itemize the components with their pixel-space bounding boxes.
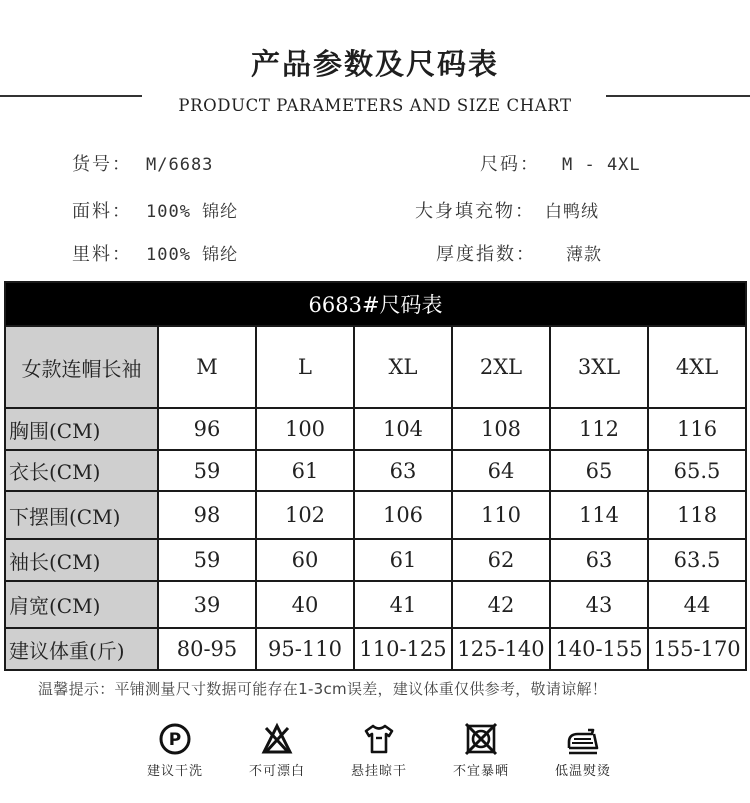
table-cell: 108	[452, 408, 550, 450]
no-tumble-dry-icon	[464, 722, 498, 756]
table-cell: 65	[550, 450, 648, 491]
care-label: 不可漂白	[248, 764, 305, 779]
table-cell: 61	[256, 450, 354, 491]
care-label: 悬挂晾干	[350, 764, 407, 779]
table-cell: 59	[158, 450, 256, 491]
table-row	[5, 491, 746, 539]
row-label-weight: 建议体重(斤)	[5, 628, 158, 670]
fabric-label: 面料：	[72, 201, 132, 222]
care-label: 不宜暴晒	[452, 764, 509, 779]
size-header-2xl: 2XL	[452, 326, 550, 408]
table-row	[5, 408, 746, 450]
table-cell: 63.5	[648, 539, 746, 581]
row-label-bust: 胸围(CM)	[5, 408, 158, 450]
table-cell: 112	[550, 408, 648, 450]
table-cell: 39	[158, 581, 256, 628]
table-row	[5, 450, 746, 491]
row-label-hem: 下摆围(CM)	[5, 491, 158, 539]
param-size	[480, 150, 641, 176]
table-cell: 60	[256, 539, 354, 581]
param-lining	[72, 240, 238, 266]
table-cell: 104	[354, 408, 452, 450]
table-row	[5, 539, 746, 581]
lining-label: 里料：	[72, 244, 132, 265]
hang-dry-icon	[362, 722, 396, 756]
table-cell: 80-95	[158, 628, 256, 670]
size-header-xl: XL	[354, 326, 452, 408]
table-cell: 59	[158, 539, 256, 581]
page-title: 产品参数及尺码表	[250, 47, 499, 81]
table-cell: 64	[452, 450, 550, 491]
table-cell: 110-125	[354, 628, 452, 670]
table-cell: 98	[158, 491, 256, 539]
size-header-3xl: 3XL	[550, 326, 648, 408]
row-label-shoulder: 肩宽(CM)	[5, 581, 158, 628]
care-label: 建议干洗	[146, 764, 203, 779]
care-item-no-sun	[431, 722, 531, 779]
size-header-m: M	[158, 326, 256, 408]
size-chart-table	[4, 281, 747, 671]
table-row	[5, 628, 746, 670]
table-cell: 116	[648, 408, 746, 450]
table-cell: 95-110	[256, 628, 354, 670]
table-cell: 100	[256, 408, 354, 450]
care-item-hang-dry	[329, 722, 429, 779]
svg-text:P: P	[168, 730, 182, 750]
table-corner-cell: 女款连帽长袖	[5, 326, 158, 408]
table-cell: 125-140	[452, 628, 550, 670]
table-cell: 140-155	[550, 628, 648, 670]
table-caption-row	[5, 282, 746, 326]
page-subtitle: PRODUCT PARAMETERS AND SIZE CHART	[178, 96, 572, 115]
care-item-dry-clean	[125, 722, 225, 779]
table-cell: 40	[256, 581, 354, 628]
table-header-row	[5, 326, 746, 408]
fabric-value: 100% 锦纶	[146, 202, 239, 222]
item-no-label: 货号：	[72, 154, 132, 175]
table-cell: 63	[354, 450, 452, 491]
table-cell: 63	[550, 539, 648, 581]
size-label: 尺码：	[480, 154, 540, 175]
size-header-l: L	[256, 326, 354, 408]
lining-value: 100% 锦纶	[146, 245, 239, 265]
table-cell: 44	[648, 581, 746, 628]
table-cell: 102	[256, 491, 354, 539]
table-cell: 61	[354, 539, 452, 581]
param-filling	[415, 197, 599, 223]
table-cell: 43	[550, 581, 648, 628]
thickness-label: 厚度指数：	[436, 244, 536, 265]
table-cell: 41	[354, 581, 452, 628]
professional-dry-clean-icon	[158, 722, 192, 756]
table-cell: 110	[452, 491, 550, 539]
care-label: 低温熨烫	[554, 764, 611, 779]
table-cell: 118	[648, 491, 746, 539]
table-cell: 65.5	[648, 450, 746, 491]
table-cell: 42	[452, 581, 550, 628]
table-cell: 62	[452, 539, 550, 581]
param-fabric	[72, 197, 238, 223]
size-header-4xl: 4XL	[648, 326, 746, 408]
table-cell: 114	[550, 491, 648, 539]
table-cell: 96	[158, 408, 256, 450]
filling-value: 白鸭绒	[545, 202, 599, 222]
care-item-no-bleach	[227, 722, 327, 779]
low-iron-icon	[566, 722, 600, 756]
table-row	[5, 581, 746, 628]
table-cell: 155-170	[648, 628, 746, 670]
care-item-low-iron	[533, 722, 633, 779]
no-bleach-icon	[260, 722, 294, 756]
row-label-length: 衣长(CM)	[5, 450, 158, 491]
param-item-no	[72, 150, 213, 176]
measurement-tip: 温馨提示：平铺测量尺寸数据可能存在1-3cm误差，建议体重仅供参考，敬请谅解！	[38, 680, 608, 698]
item-no-value: M/6683	[146, 155, 214, 175]
table-cell: 106	[354, 491, 452, 539]
table-caption: 6683#尺码表	[5, 282, 746, 326]
param-thickness	[436, 240, 602, 266]
row-label-sleeve: 袖长(CM)	[5, 539, 158, 581]
filling-label: 大身填充物：	[415, 201, 535, 222]
thickness-value: 薄款	[566, 245, 602, 265]
size-value: M - 4XL	[562, 155, 641, 175]
